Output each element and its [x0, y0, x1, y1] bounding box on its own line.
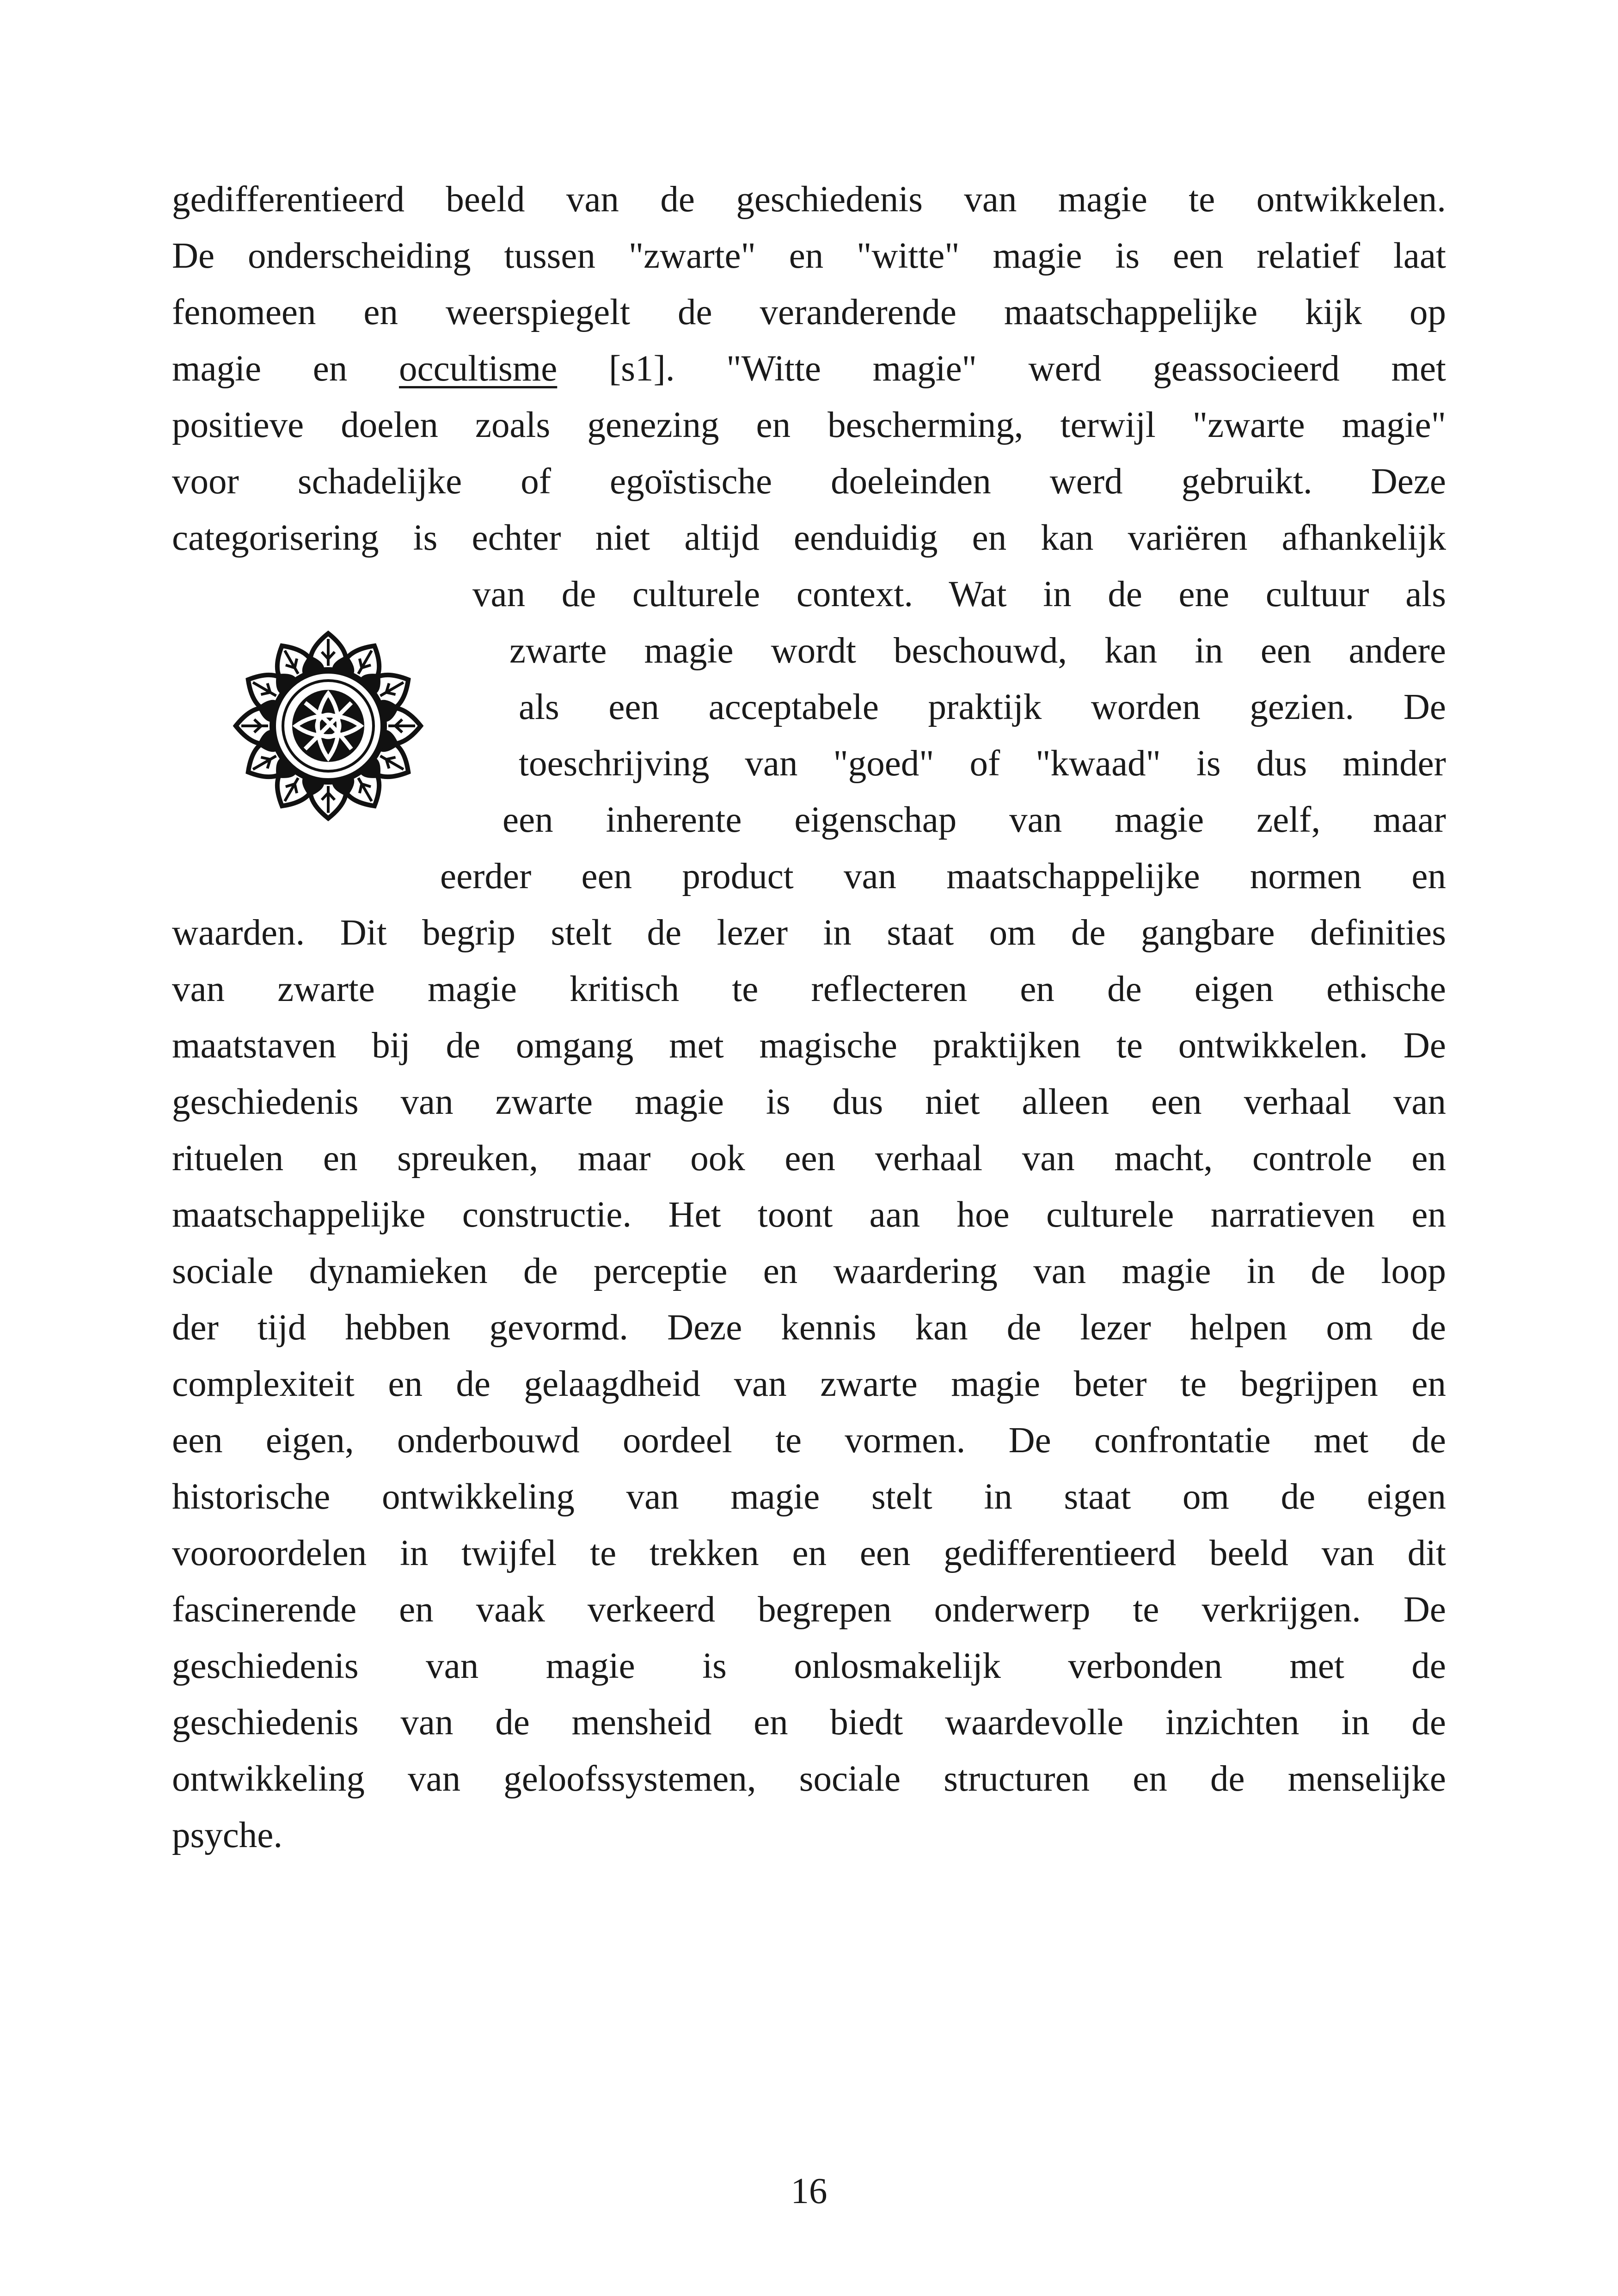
text-line-6: voor schadelijke of egoïstische doeleinden werd gebruikt. Deze	[172, 461, 1446, 502]
text-line-23: een eigen, onderbouwd oordeel te vormen. De confrontatie met de	[172, 1420, 1446, 1461]
text-line-26: fascinerende en vaak verkeerd begrepen onderwerp te verkrijgen. De	[172, 1590, 1446, 1630]
page-number: 16	[791, 2171, 827, 2211]
text-line-11: toeschrijving van "goed" of "kwaad" is dus minder	[519, 743, 1446, 784]
text-line-1: gedifferentieerd beeld van de geschiedenis van magie te ontwikkelen.	[172, 179, 1446, 220]
text-line-3: fenomeen en weerspiegelt de veranderende maatschappelijke kijk op	[172, 292, 1446, 332]
text-line-7: categorisering is echter niet altijd eenduidig en kan variëren afhankelijk	[172, 518, 1446, 558]
text-line-8: van de culturele context. Wat in de ene cultuur als	[472, 574, 1446, 614]
text-line-2: De onderscheiding tussen "zwarte" en "witte" magie is een relatief laat	[172, 236, 1446, 276]
text-line-13: eerder een product van maatschappelijke normen en	[440, 856, 1446, 896]
text-line-5: positieve doelen zoals genezing en bescherming, terwijl "zwarte magie"	[172, 405, 1446, 445]
text-line-25: vooroordelen in twijfel te trekken en een gedifferentieerd beeld van dit	[172, 1533, 1446, 1573]
text-line-19: maatschappelijke constructie. Het toont aan hoe culturele narratieven en	[172, 1195, 1446, 1235]
text-line-22: complexiteit en de gelaagdheid van zwarte magie beter te begrijpen en	[172, 1364, 1446, 1404]
text-line-4-before: magie en	[172, 349, 399, 389]
text-line-9: zwarte magie wordt beschouwd, kan in een andere	[509, 631, 1446, 671]
text-line-16: maatstaven bij de omgang met magische praktijken te ontwikkelen. De	[172, 1025, 1446, 1066]
text-line-30: psyche.	[172, 1815, 283, 1855]
text-line-4	[172, 341, 1446, 397]
text-line-10: als een acceptabele praktijk worden gezien. De	[519, 687, 1446, 727]
text-line-14: waarden. Dit begrip stelt de lezer in staat om de gangbare definities	[172, 913, 1446, 953]
text-line-17: geschiedenis van zwarte magie is dus niet alleen een verhaal van	[172, 1082, 1446, 1122]
text-line-12: een inherente eigenschap van magie zelf, maar	[503, 800, 1446, 840]
text-line-29: ontwikkeling van geloofssystemen, sociale structuren en de menselijke	[172, 1759, 1446, 1799]
text-line-21: der tijd hebben gevormd. Deze kennis kan de lezer helpen om de	[172, 1308, 1446, 1348]
mandala-ornament-icon	[231, 629, 425, 823]
text-line-15: van zwarte magie kritisch te reflecteren en de eigen ethische	[172, 969, 1446, 1009]
text-line-20: sociale dynamieken de perceptie en waardering van magie in de loop	[172, 1251, 1446, 1291]
occultisme-link[interactable]: occultisme	[399, 349, 558, 389]
text-line-18: rituelen en spreuken, maar ook een verhaal van macht, controle en	[172, 1138, 1446, 1179]
text-line-24: historische ontwikkeling van magie stelt in staat om de eigen	[172, 1477, 1446, 1517]
text-line-4-after: [s1]. "Witte magie" werd geassocieerd met	[557, 349, 1446, 389]
text-line-27: geschiedenis van magie is onlosmakelijk verbonden met de	[172, 1646, 1446, 1686]
text-line-28: geschiedenis van de mensheid en biedt waardevolle inzichten in de	[172, 1702, 1446, 1743]
